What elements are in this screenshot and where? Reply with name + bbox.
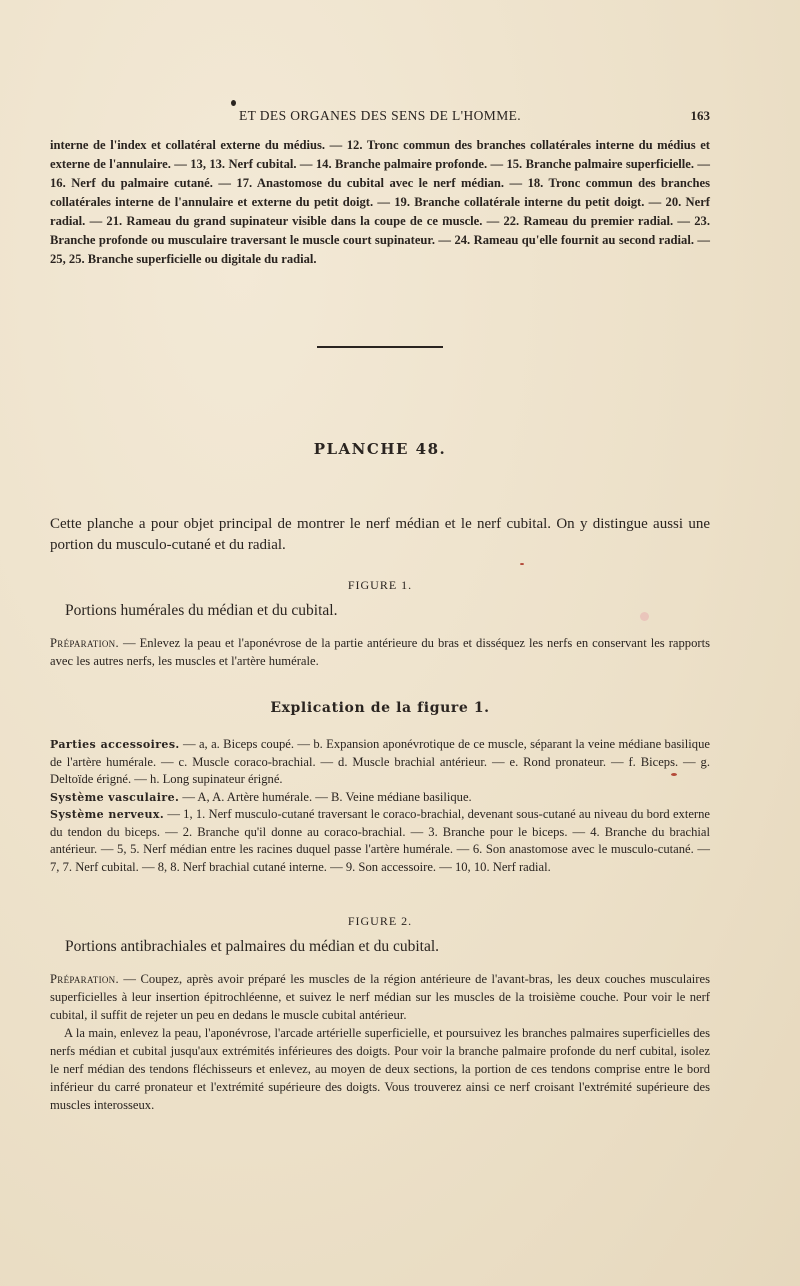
- explication-heading: Explication de la figure 1.: [270, 700, 490, 716]
- planche-title: PLANCHE 48.: [313, 440, 447, 458]
- continuation-paragraph: interne de l'index et collatéral externe du médius. — 12. Tronc commun des branches collatérales interne du médius et externe de l'annulaire. — 13, 13. Nerf cubital. — 14. Branche palmaire profonde. — 15. Branche palmaire superficielle. — 16. Nerf du palmaire cutané. — 17. Anastomose du cubital avec le nerf médian. — 18. Tronc commun des branches collatérales interne de l'annulaire et externe du petit doigt. — 19. Branche collatérale interne du petit doigt. — 20. Nerf radial. — 21. Rameau du grand supinateur visible dans la coupe de ce muscle. — 22. Rameau du premier radial. — 23. Branche profonde ou musculaire traversant le muscle court supinateur. — 24. Rameau qu'elle fournit au second radial. — 25, 25. Branche superficielle ou digitale du radial.: [50, 138, 710, 266]
- foxing-speck: [640, 612, 649, 621]
- figure-2-label: FIGURE 2.: [347, 914, 413, 928]
- figure-1-label: FIGURE 1.: [347, 578, 413, 592]
- running-head: [50, 108, 710, 130]
- nerveux-label: Système nerveux.: [50, 808, 165, 821]
- section-divider: [317, 346, 443, 348]
- vasculaire-label: Système vasculaire.: [50, 791, 180, 804]
- figure-2-preparation-continued: A la main, enlevez la peau, l'aponévrose, l'arcade artérielle superficielle, et poursuivez les branches palmaires superficielles des nerfs médian et cubital jusqu'aux extrémités inférieures des doigts. Pour voir la branche palmaire profonde du nerf cubital, isolez le nerf médian des tendons fléchisseurs et enlevez, au moyen de deux sections, la portion de ces tendons comprise entre le bord inférieur du carré pronateur et l'extrémité supérieure des doigts. Vous trouverez ainsi ce nerf croisant l'extrémité supérieure des muscles interosseux.: [50, 1026, 710, 1112]
- vasculaire-text: — A, A. Artère humérale. — B. Veine médiane basilique.: [179, 790, 472, 804]
- figure-1-preparation: [50, 634, 710, 670]
- foxing-speck: [671, 773, 677, 776]
- figure-2-title: Portions antibrachiales et palmaires du médian et du cubital.: [65, 938, 440, 955]
- nerveux-text: — 1, 1. Nerf musculo-cutané traversant le coraco-brachial, devenant sous-cutané au niveau du bord externe du tendon du biceps. — 2. Branche qu'il donne au coraco-brachial. — 3. Branche pour le biceps. — 4. Branche du brachial antérieur. — 5, 5. Nerf médian entre les racines duquel passe l'artère humérale. — 6. Son anastomose avec le musculo-cutané. — 7, 7. Nerf cubital. — 8, 8. Nerf brachial cutané interne. — 9. Son accessoire. — 10, 10. Nerf radial.: [50, 807, 710, 874]
- preparation-text: — Enlevez la peau et l'aponévrose de la partie antérieure du bras et disséquez les nerfs en conservant les rapports avec les autres nerfs, les muscles et l'artère humérale.: [50, 636, 710, 668]
- explication-vasculaire: [50, 789, 710, 807]
- preparation-label: Préparation.: [50, 636, 119, 650]
- explication-accessoires: [50, 736, 710, 789]
- ink-dot: [231, 100, 236, 106]
- page-number: 163: [690, 108, 710, 123]
- foxing-speck: [520, 563, 524, 565]
- planche-intro: Cette planche a pour objet principal de montrer le nerf médian et le nerf cubital. On y distingue aussi une portion du musculo-cutané et du radial.: [50, 516, 710, 553]
- figure-2-preparation: [50, 970, 710, 1024]
- explication-nerveux: [50, 806, 710, 876]
- figure-1-title: Portions humérales du médian et du cubital.: [65, 602, 338, 619]
- accessoires-text: — a, a. Biceps coupé. — b. Expansion aponévrotique de ce muscle, séparant la veine médiane basilique de l'artère humérale. — c. Muscle coraco-brachial. — d. Muscle brachial antérieur. — e. Rond pronateur. — f. Biceps. — g. Deltoïde érigné. — h. Long supinateur érigné.: [50, 737, 710, 787]
- preparation-text: — Coupez, après avoir préparé les muscles de la région antérieure de l'avant-bras, les deux couches musculaires superficielles à leur insertion épitrochléenne, et suivez le nerf médian sur les muscles de la troisième couche. Pour voir le nerf cubital, il suffit de rejeter un peu en dedans le muscle cubital antérieur.: [50, 972, 710, 1022]
- header-title: ET DES ORGANES DES SENS DE L'HOMME.: [238, 108, 522, 123]
- accessoires-label: Parties accessoires.: [50, 738, 180, 751]
- preparation-label: Préparation.: [50, 972, 119, 986]
